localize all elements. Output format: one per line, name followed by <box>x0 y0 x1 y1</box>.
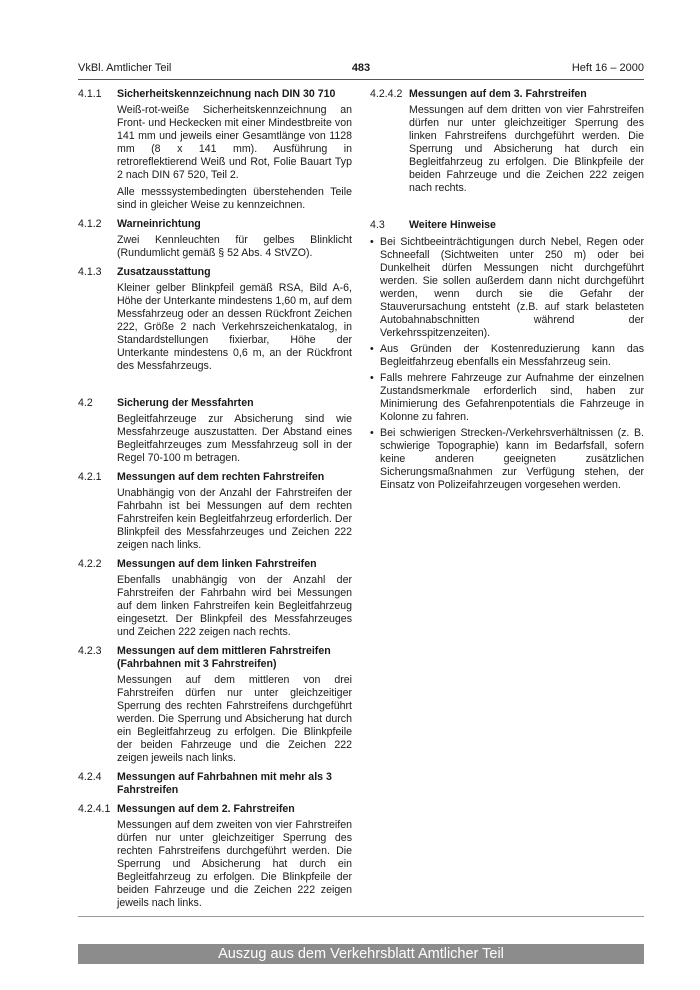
page-header <box>78 62 644 80</box>
hints-list <box>370 236 644 492</box>
issue-label: Heft 16 – 2000 <box>571 62 644 74</box>
paragraph: Ebenfalls unabhängig von der Anzahl der Fahrstreifen der Fahrbahn wird bei Messungen auf dem linken Fahrstreifen kein Begleitfahrzeug eingesetzt. Der Blinkpfeil des Messfahrzeuges und Zeichen 222 zeigen nach rechts. <box>117 574 352 638</box>
section-title: Messungen auf dem rechten Fahrstreifen <box>117 471 325 483</box>
section-number: 4.1.3 <box>78 266 102 278</box>
footer-banner: Auszug aus dem Verkehrsblatt Amtlicher Teil <box>78 944 644 964</box>
footer-rule <box>78 916 644 917</box>
paragraph: Alle messsystembedingten überstehenden Teile sind in gleicher Weise zu kennzeichnen. <box>117 186 352 211</box>
section-4-1-3-heading <box>78 266 352 279</box>
section-title: Sicherung der Messfahrten <box>117 397 254 409</box>
section-4-2-4-2-heading <box>370 88 644 101</box>
section-title: Messungen auf Fahrbahnen mit mehr als 3 Fahrstreifen <box>117 771 332 796</box>
paragraph: Messungen auf dem mittleren von drei Fahrstreifen dürfen nur unter gleichzeitiger Sperrung des rechten Fahrstreifens durchgeführt werden. Die Sperrung und Absicherung hat durch ein Begleitfahrzeug zu erfolgen. Die Blinkpfeile der beiden Fahrzeuge und die Zeichen 222 zeigen jeweils nach links. <box>117 674 352 764</box>
section-title: Sicherheitskennzeichnung nach DIN 30 710 <box>117 88 336 100</box>
paragraph: Unabhängig von der Anzahl der Fahrstreifen der Fahrbahn ist bei Messungen auf dem rechten Fahrstreifen kein Begleitfahrzeug erforderlich. Der Blinkpfeil des Messfahrzeuges und Zeichen 222 zeigen nach links. <box>117 487 352 551</box>
list-item: • Bei Sichtbeeinträchtigungen durch Nebel, Regen oder Schneefall (Sichtweiten unter 250 m) oder bei Dunkelheit dürfen Messungen nicht durchgeführt werden. Sie sollen außerdem dann nicht durchgeführt werden, wenn durch sie die Gefahr der Stauverursachung entsteht (z.B. auf stark belasteten Autobahnabschnitten während der Verkehrsspitzenzeiten). <box>370 236 644 340</box>
paragraph: Begleitfahrzeuge zur Absicherung sind wie Messfahrzeuge auszustatten. Der Abstand eines Begleitfahrzeuges zum Messfahrzeug soll in der Regel 70-100 m betragen. <box>117 413 352 464</box>
section-4-3-heading <box>370 219 644 232</box>
section-title: Zusatzausstattung <box>117 266 211 278</box>
journal-name: VkBl. Amtlicher Teil <box>78 62 172 74</box>
section-title: Messungen auf dem mittleren Fahrstreifen (Fahrbahnen mit 3 Fahrstreifen) <box>117 645 331 670</box>
list-item: • Aus Gründen der Kostenreduzierung kann das Begleitfahrzeug ebenfalls ein Messfahrzeug sein. <box>370 343 644 369</box>
section-number: 4.2.2 <box>78 558 102 570</box>
page-number: 483 <box>351 62 371 74</box>
section-number: 4.3 <box>370 219 385 231</box>
section-number: 4.2.4 <box>78 771 102 783</box>
section-4-2-heading <box>78 397 352 410</box>
section-number: 4.2 <box>78 397 93 409</box>
paragraph: Kleiner gelber Blinkpfeil gemäß RSA, Bild A-6, Höhe der Unterkante mindestens 1,60 m, auf dem Messfahrzeug oder an dessen Rückfront Zeichen 222, Größe 2 nach Verkehrszeichenkatalog, in Standardstellungen fixierbar, Höhe der Unterkante mindestens 0,6 m, an der Rückfront des Messfahrzeugs. <box>117 282 352 372</box>
section-title: Messungen auf dem linken Fahrstreifen <box>117 558 317 570</box>
paragraph: Zwei Kennleuchten für gelbes Blinklicht (Rundumlicht gemäß § 52 Abs. 4 StVZO). <box>117 234 352 259</box>
section-title: Weitere Hinweise <box>409 219 496 231</box>
list-item: • Bei schwierigen Strecken-/Verkehrsverhältnissen (z. B. schwierige Topographie) kann im Bedarfsfall, sofern keine anderen geeigneten zusätzlichen Sicherungsmaßnahmen zur Verfügung stehen, der Einsatz von Polizeifahrzeugen vorgesehen werden. <box>370 427 644 492</box>
section-number: 4.2.3 <box>78 645 102 657</box>
section-number: 4.1.1 <box>78 88 102 100</box>
section-4-1-2-heading <box>78 218 352 231</box>
header-rule <box>78 79 644 80</box>
section-4-2-4-heading <box>78 771 352 797</box>
section-title: Messungen auf dem 2. Fahrstreifen <box>117 803 295 815</box>
section-4-2-2-heading <box>78 558 352 571</box>
section-4-2-4-1-heading <box>78 803 352 816</box>
paragraph: Messungen auf dem dritten von vier Fahrstreifen dürfen nur unter gleichzeitiger Sperrung des linken Fahrstreifens durchgeführt werden. Die Sperrung und Absicherung hat durch ein Begleitfahrzeug zu erfolgen. Die Blinkpfeile der beiden Fahrzeuge und die Zeichen 222 zeigen nach rechts. <box>409 104 644 194</box>
section-title: Messungen auf dem 3. Fahrstreifen <box>409 88 587 100</box>
list-item: • Falls mehrere Fahrzeuge zur Aufnahme der einzelnen Zustandsmerkmale erforderlich sind, haben zur Minimierung des Gefahrenpotentials die Fahrzeuge in Kolonne zu fahren. <box>370 372 644 424</box>
section-4-1-1-heading <box>78 88 352 101</box>
left-column <box>78 88 352 910</box>
section-number: 4.2.4.1 <box>78 803 111 815</box>
section-4-2-1-heading <box>78 471 352 484</box>
section-number: 4.1.2 <box>78 218 102 230</box>
section-title: Warneinrichtung <box>117 218 201 230</box>
right-column <box>370 88 644 495</box>
section-4-2-3-heading <box>78 645 352 671</box>
paragraph: Messungen auf dem zweiten von vier Fahrstreifen dürfen nur unter gleichzeitiger Sperrung des rechten Fahrstreifens durchgeführt werden. Die Sperrung und Absicherung hat durch ein Begleitfahrzeug zu erfolgen. Die Blinkpfeile der beiden Fahrzeuge und die Zeichen 222 zeigen jeweils nach links. <box>117 819 352 909</box>
paragraph: Weiß-rot-weiße Sicherheitskennzeichnung an Front- und Heckecken mit einer Mindestbreite von 141 mm und jeweils einer Gesamtlänge von 1128 mm (8 x 141 mm). Ausführung in retroreflektierend Weiß und Rot, Folie Bauart Typ 2 nach DIN 67 520, Teil 2. <box>117 104 352 181</box>
section-number: 4.2.1 <box>78 471 102 483</box>
section-number: 4.2.4.2 <box>370 88 403 100</box>
